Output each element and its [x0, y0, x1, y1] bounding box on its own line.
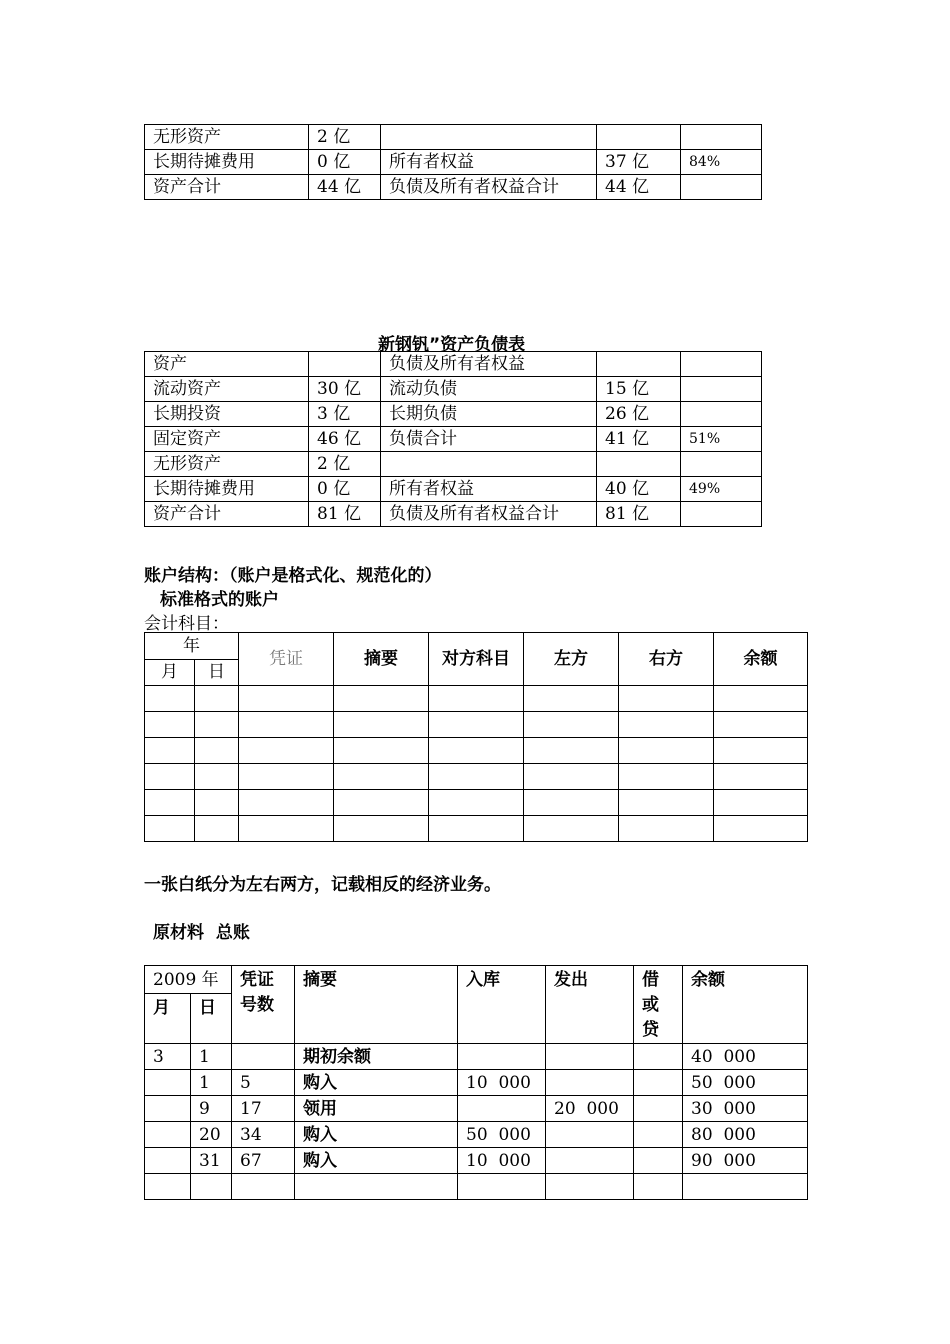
raw-ledger-cell: [458, 1044, 546, 1070]
raw-ledger-cell: [546, 1148, 634, 1174]
raw-ledger-cell: [546, 1174, 634, 1200]
table-cell: [681, 502, 762, 527]
raw-ledger-cell: 17: [232, 1096, 295, 1122]
table-cell: [381, 452, 597, 477]
table-cell: 0 亿: [309, 150, 381, 175]
ledger-empty-cell: [429, 790, 524, 816]
table-cell: 资产合计: [145, 502, 309, 527]
ledger-empty-cell: [334, 686, 429, 712]
table-row: [145, 402, 762, 427]
table-cell: 固定资产: [145, 427, 309, 452]
table-row: [145, 477, 762, 502]
raw-summary-header: 摘要: [295, 966, 458, 1044]
raw-ledger-cell: 90 000: [683, 1148, 808, 1174]
ledger-empty-cell: [714, 764, 808, 790]
table-cell: [681, 452, 762, 477]
table-cell: 41 亿: [597, 427, 681, 452]
raw-ledger-cell: [634, 1174, 683, 1200]
ledger-empty-cell: [524, 712, 619, 738]
raw-ledger-cell: 34: [232, 1122, 295, 1148]
table-cell: 44 亿: [597, 175, 681, 200]
ledger-empty-row: [145, 816, 808, 842]
raw-dc-text: 借或贷: [642, 970, 660, 1040]
table-cell: [681, 402, 762, 427]
table-cell: 2 亿: [309, 452, 381, 477]
raw-ledger-cell: [145, 1096, 191, 1122]
ledger-empty-cell: [429, 764, 524, 790]
table-cell: [381, 125, 597, 150]
ledger-empty-cell: [145, 816, 195, 842]
raw-ledger-cell: [546, 1122, 634, 1148]
ledger-empty-row: [145, 712, 808, 738]
ledger-empty-cell: [714, 712, 808, 738]
raw-ledger-row: [145, 1096, 808, 1122]
ledger-empty-cell: [195, 816, 239, 842]
ledger-empty-cell: [524, 764, 619, 790]
ledger-empty-cell: [195, 712, 239, 738]
table-cell: 40 亿: [597, 477, 681, 502]
raw-ledger-cell: 5: [232, 1070, 295, 1096]
ledger-counter-account-header: 对方科目: [429, 633, 524, 686]
ledger-empty-cell: [239, 738, 334, 764]
table-cell: 51%: [681, 427, 762, 452]
ledger-empty-cell: [334, 816, 429, 842]
table-cell: 流动负债: [381, 377, 597, 402]
raw-ledger-cell: [458, 1096, 546, 1122]
ledger-empty-cell: [714, 738, 808, 764]
raw-materials-title: 原材料 总账: [153, 923, 250, 943]
raw-ledger-cell: 20 000: [546, 1096, 634, 1122]
ledger-empty-cell: [429, 686, 524, 712]
raw-ledger-cell: [232, 1174, 295, 1200]
table-row: [145, 125, 762, 150]
ledger-empty-cell: [619, 686, 714, 712]
table-cell: 37 亿: [597, 150, 681, 175]
raw-out-header: 发出: [546, 966, 634, 1044]
ledger-year-header: 年: [145, 633, 239, 660]
raw-ledger-cell: 31: [191, 1148, 232, 1174]
table-row: [145, 452, 762, 477]
ledger-empty-cell: [239, 712, 334, 738]
raw-ledger-cell: 30 000: [683, 1096, 808, 1122]
raw-ledger-cell: 10 000: [458, 1148, 546, 1174]
table-cell: 所有者权益: [381, 477, 597, 502]
raw-ledger-cell: 9: [191, 1096, 232, 1122]
ledger-note: 一张白纸分为左右两方，记载相反的经济业务。: [144, 875, 501, 895]
table-cell: 81 亿: [309, 502, 381, 527]
balance-sheet-continued: [144, 124, 762, 200]
raw-ledger-cell: [145, 1148, 191, 1174]
table-cell: [597, 125, 681, 150]
raw-ledger-cell: [683, 1174, 808, 1200]
raw-ledger-cell: 3: [145, 1044, 191, 1070]
raw-ledger-cell: 1: [191, 1070, 232, 1096]
raw-ledger-cell: [634, 1070, 683, 1096]
ledger-empty-cell: [714, 686, 808, 712]
ledger-empty-row: [145, 764, 808, 790]
accounting-subject-label: 会计科目：: [144, 614, 229, 634]
ledger-empty-cell: [195, 790, 239, 816]
raw-balance-header: 余额: [683, 966, 808, 1044]
table-cell: 49%: [681, 477, 762, 502]
table-row: [145, 502, 762, 527]
table-cell: 15 亿: [597, 377, 681, 402]
ledger-empty-cell: [714, 790, 808, 816]
raw-ledger-cell: [145, 1070, 191, 1096]
table-cell: 46 亿: [309, 427, 381, 452]
table-cell: 长期投资: [145, 402, 309, 427]
raw-month-header: 月: [145, 994, 191, 1044]
raw-day-header: 日: [191, 994, 232, 1044]
table-cell: 3 亿: [309, 402, 381, 427]
table-cell: 长期负债: [381, 402, 597, 427]
raw-ledger-cell: 1: [191, 1044, 232, 1070]
ledger-empty-cell: [429, 738, 524, 764]
table-cell: 负债及所有者权益: [381, 352, 597, 377]
table-cell: 44 亿: [309, 175, 381, 200]
raw-voucher-header: [232, 966, 295, 1044]
table-cell: 2 亿: [309, 125, 381, 150]
raw-ledger-cell: [634, 1148, 683, 1174]
table-cell: 资产合计: [145, 175, 309, 200]
ledger-empty-cell: [145, 686, 195, 712]
table-cell: [597, 352, 681, 377]
ledger-empty-cell: [334, 764, 429, 790]
ledger-empty-cell: [145, 712, 195, 738]
ledger-summary-header: 摘要: [334, 633, 429, 686]
raw-materials-ledger: [144, 965, 808, 1200]
table-cell: [681, 352, 762, 377]
raw-ledger-cell: [546, 1044, 634, 1070]
ledger-voucher-header: 凭证: [239, 633, 334, 686]
table-row: [145, 175, 762, 200]
raw-ledger-cell: 期初余额: [295, 1044, 458, 1070]
standard-account-line: 标准格式的账户: [160, 590, 279, 610]
table-cell: 资产: [145, 352, 309, 377]
ledger-empty-cell: [524, 738, 619, 764]
table-cell: 所有者权益: [381, 150, 597, 175]
ledger-empty-cell: [145, 764, 195, 790]
table-cell: 流动资产: [145, 377, 309, 402]
ledger-empty-cell: [145, 790, 195, 816]
table-cell: 无形资产: [145, 125, 309, 150]
raw-ledger-cell: 80 000: [683, 1122, 808, 1148]
ledger-empty-cell: [619, 738, 714, 764]
raw-ledger-cell: 购入: [295, 1122, 458, 1148]
table-cell: 81 亿: [597, 502, 681, 527]
ledger-empty-cell: [195, 738, 239, 764]
raw-ledger-cell: 50 000: [458, 1122, 546, 1148]
raw-ledger-cell: [634, 1044, 683, 1070]
raw-ledger-cell: 购入: [295, 1148, 458, 1174]
table-cell: 无形资产: [145, 452, 309, 477]
table-cell: 30 亿: [309, 377, 381, 402]
ledger-empty-cell: [619, 790, 714, 816]
raw-ledger-cell: 购入: [295, 1070, 458, 1096]
table-row: [145, 377, 762, 402]
ledger-empty-row: [145, 738, 808, 764]
ledger-empty-cell: [429, 712, 524, 738]
raw-ledger-cell: [191, 1174, 232, 1200]
raw-ledger-cell: [232, 1044, 295, 1070]
raw-ledger-cell: 20: [191, 1122, 232, 1148]
table-cell: 0 亿: [309, 477, 381, 502]
raw-ledger-row: [145, 1174, 808, 1200]
ledger-empty-row: [145, 686, 808, 712]
table-cell: 84%: [681, 150, 762, 175]
table-cell: 负债及所有者权益合计: [381, 175, 597, 200]
raw-ledger-cell: 10 000: [458, 1070, 546, 1096]
account-structure-line: 账户结构：（账户是格式化、规范化的）: [144, 566, 442, 586]
table-cell: [681, 125, 762, 150]
ledger-left-header: 左方: [524, 633, 619, 686]
raw-year-header: 2009 年: [145, 966, 232, 994]
ledger-day-header: 日: [195, 659, 239, 686]
ledger-empty-cell: [334, 790, 429, 816]
raw-voucher-text: 凭证号数: [240, 970, 275, 1015]
raw-ledger-cell: [145, 1174, 191, 1200]
balance-sheet-table: [144, 351, 762, 527]
raw-ledger-row: [145, 1122, 808, 1148]
raw-ledger-cell: 领用: [295, 1096, 458, 1122]
table-cell: [597, 452, 681, 477]
ledger-empty-cell: [239, 816, 334, 842]
raw-ledger-cell: [458, 1174, 546, 1200]
ledger-month-header: 月: [145, 659, 195, 686]
raw-ledger-row: [145, 1044, 808, 1070]
ledger-empty-cell: [619, 712, 714, 738]
raw-ledger-cell: 40 000: [683, 1044, 808, 1070]
ledger-empty-cell: [195, 686, 239, 712]
raw-in-header: 入库: [458, 966, 546, 1044]
table-row: [145, 427, 762, 452]
table-cell: [309, 352, 381, 377]
raw-ledger-cell: [546, 1070, 634, 1096]
ledger-empty-cell: [334, 738, 429, 764]
ledger-empty-row: [145, 790, 808, 816]
balance-sheet-title: 新钢钒”资产负债表: [378, 335, 526, 355]
ledger-empty-cell: [714, 816, 808, 842]
ledger-right-header: 右方: [619, 633, 714, 686]
table-cell: 负债合计: [381, 427, 597, 452]
ledger-empty-cell: [619, 816, 714, 842]
standard-ledger-table: [144, 632, 808, 842]
raw-ledger-row: [145, 1070, 808, 1096]
ledger-empty-cell: [429, 816, 524, 842]
ledger-empty-cell: [239, 686, 334, 712]
raw-ledger-cell: [634, 1122, 683, 1148]
table-row: [145, 150, 762, 175]
raw-ledger-cell: [295, 1174, 458, 1200]
table-cell: 长期待摊费用: [145, 477, 309, 502]
ledger-balance-header: 余额: [714, 633, 808, 686]
ledger-empty-cell: [619, 764, 714, 790]
ledger-empty-cell: [524, 686, 619, 712]
table-cell: 长期待摊费用: [145, 150, 309, 175]
table-cell: 负债及所有者权益合计: [381, 502, 597, 527]
ledger-empty-cell: [524, 816, 619, 842]
raw-ledger-row: [145, 1148, 808, 1174]
ledger-empty-cell: [145, 738, 195, 764]
ledger-empty-cell: [334, 712, 429, 738]
table-cell: [681, 175, 762, 200]
ledger-empty-cell: [239, 764, 334, 790]
raw-ledger-cell: 67: [232, 1148, 295, 1174]
raw-dc-header: [634, 966, 683, 1044]
table-cell: 26 亿: [597, 402, 681, 427]
ledger-empty-cell: [239, 790, 334, 816]
raw-ledger-cell: [145, 1122, 191, 1148]
raw-ledger-cell: [634, 1096, 683, 1122]
table-row: [145, 352, 762, 377]
table-cell: [681, 377, 762, 402]
ledger-empty-cell: [524, 790, 619, 816]
ledger-empty-cell: [195, 764, 239, 790]
raw-ledger-cell: 50 000: [683, 1070, 808, 1096]
